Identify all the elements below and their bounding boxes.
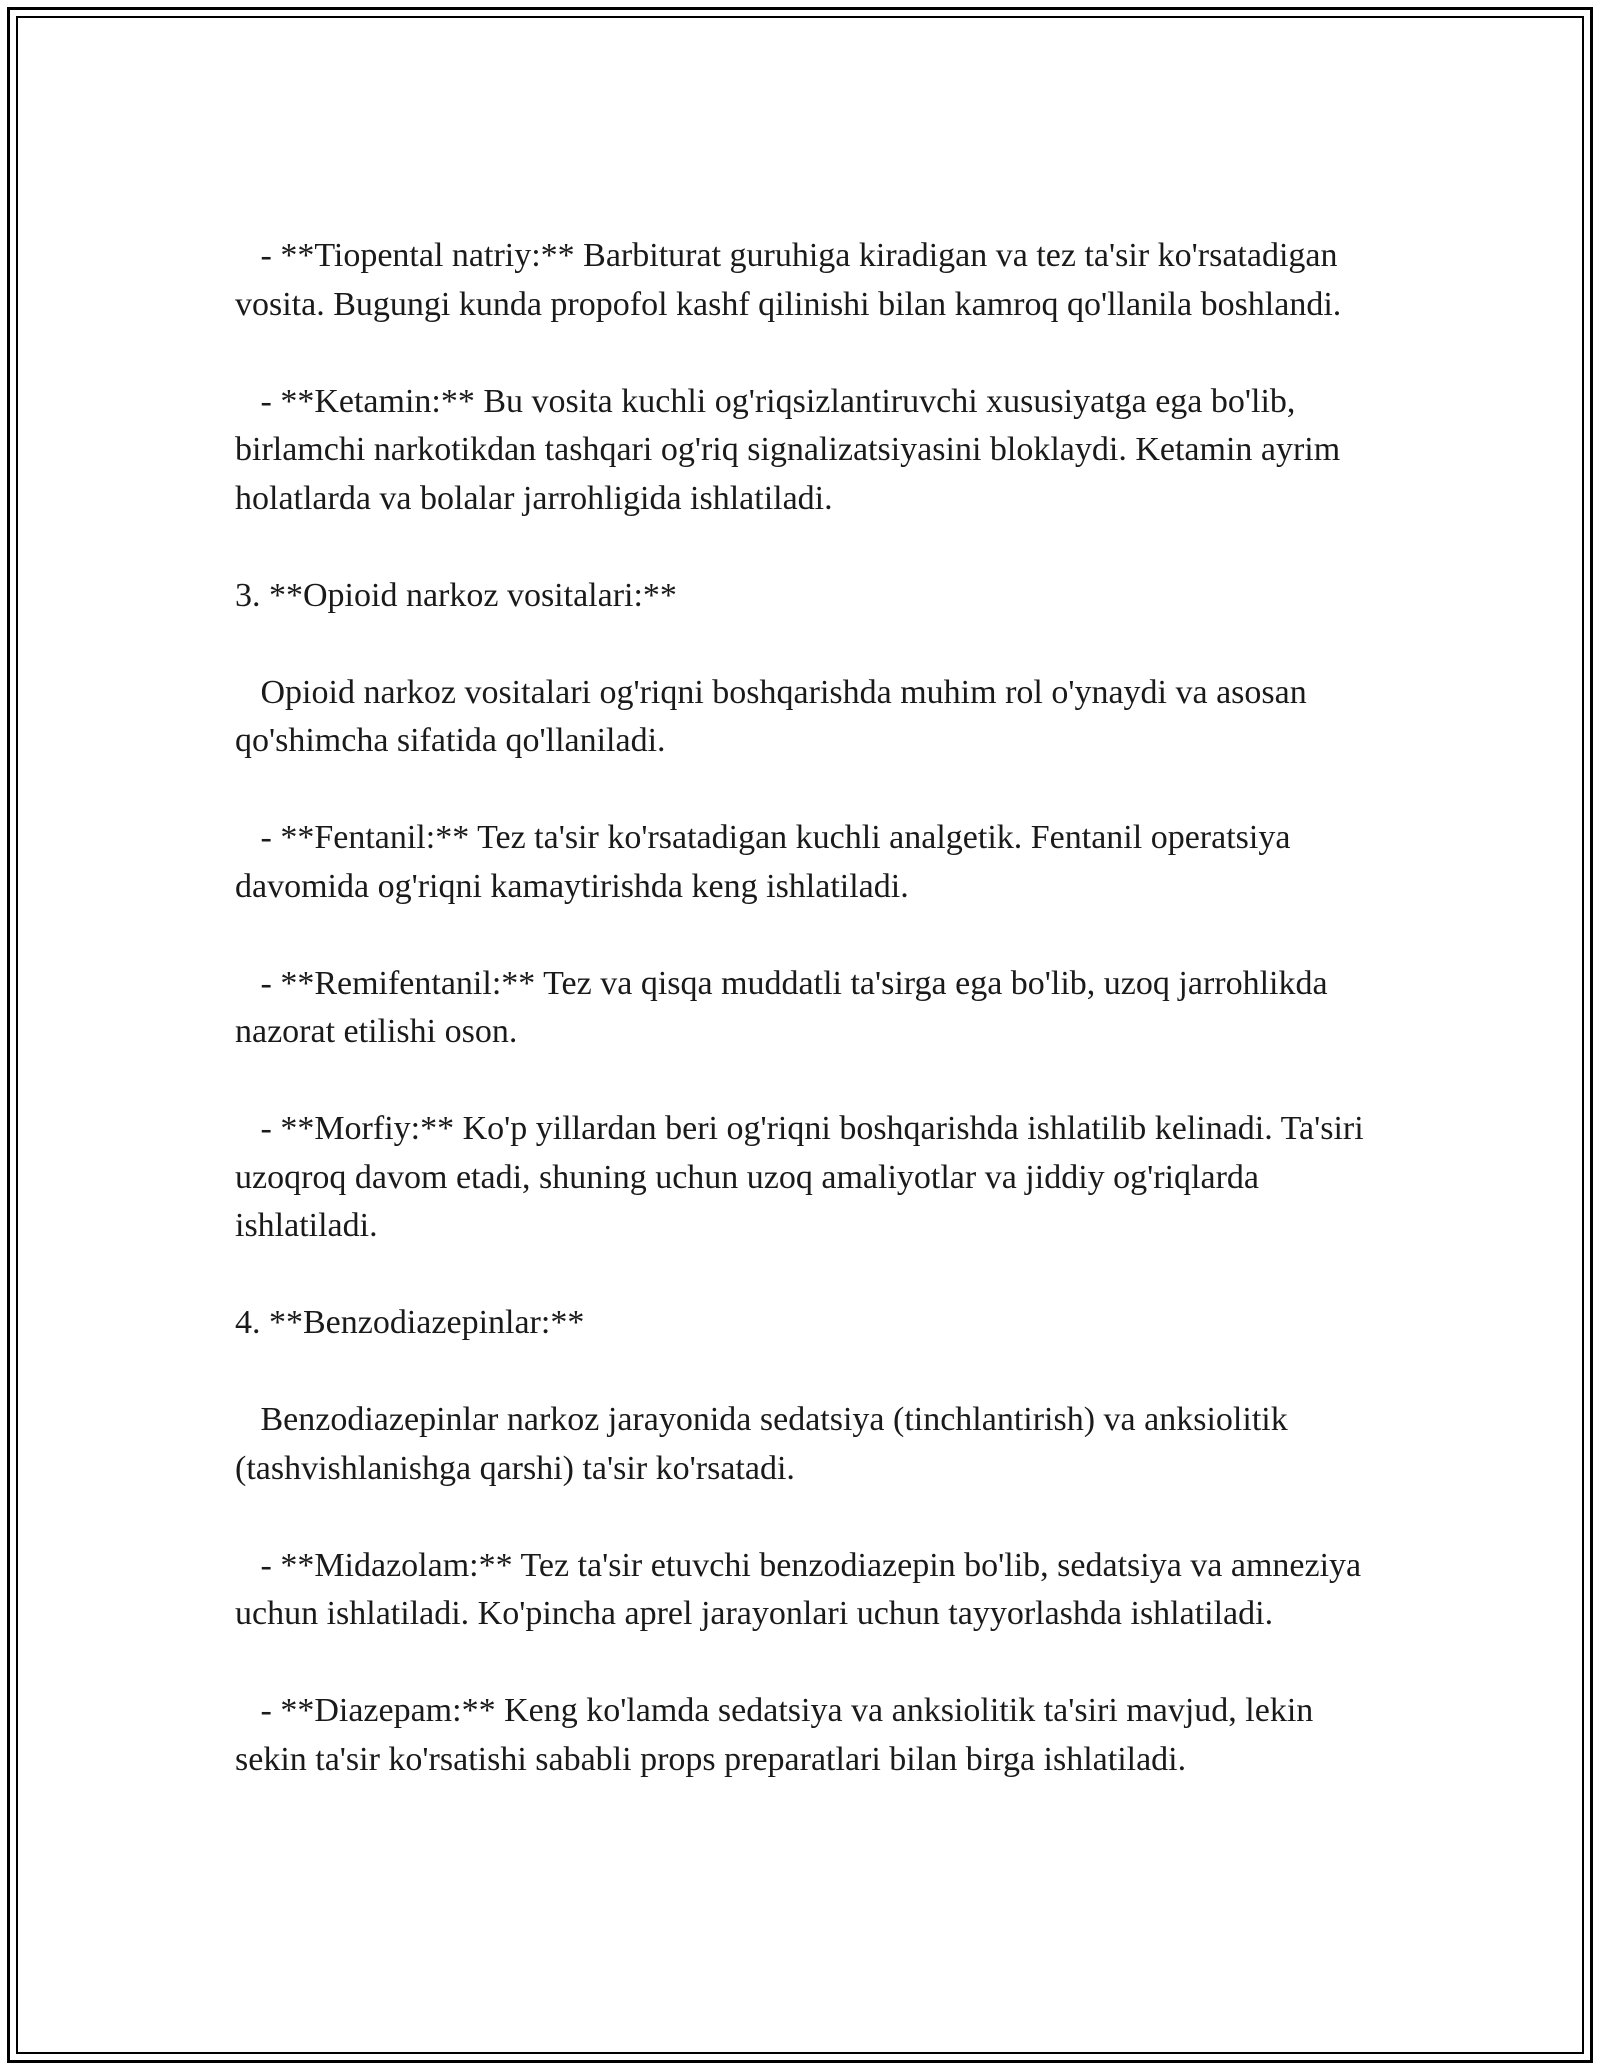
paragraph-diazepam: - **Diazepam:** Keng ko'lamda sedatsiya va anksiolitik ta'siri mavjud, lekin sekin ta'sir ko'rsatishi sababli props preparatlari bilan birga ishlatiladi. [235,1692,1322,1778]
section-heading-benzodiazepinlar: 4. **Benzodiazepinlar:** [235,1304,585,1341]
paragraph-ketamin: - **Ketamin:** Bu vosita kuchli og'riqsizlantiruvchi xususiyatga ega bo'lib, birlamchi narkotikdan tashqari og'riq signalizatsiyasini bloklaydi. Ketamin ayrim holatlarda va bolalar jarrohligida ishlatiladi. [235,382,1349,517]
paragraph-midazolam: - **Midazolam:** Tez ta'sir etuvchi benzodiazepin bo'lib, sedatsiya va amneziya uchun ishlatiladi. Ko'pincha aprel jarayonlari uchun tayyorlashda ishlatiladi. [235,1546,1370,1632]
paragraph-fentanil: - **Fentanil:** Tez ta'sir ko'rsatadigan kuchli analgetik. Fentanil operatsiya davomida og'riqni kamaytirishda keng ishlatiladi. [235,819,1299,905]
paragraph-tiopental: - **Tiopental natriy:** Barbiturat guruhiga kiradigan va tez ta'sir ko'rsatadigan vosita. Bugungi kunda propofol kashf qilinishi bilan kamroq qo'llanila boshlandi. [235,237,1346,323]
document-body [235,232,1373,1784]
paragraph-benzodiazepinlar-intro: Benzodiazepinlar narkoz jarayonida sedatsiya (tinchlantirish) va anksiolitik (tashvishlanishga qarshi) ta'sir ko'rsatadi. [235,1401,1297,1487]
section-heading-opioid: 3. **Opioid narkoz vositalari:** [235,576,677,614]
paragraph-morfiy: - **Morfiy:** Ko'p yillardan beri og'riqni boshqarishda ishlatilib kelinadi. Ta'siri uzoqroq davom etadi, shuning uchun uzoq amaliyotlar va jiddiy og'riqlarda ishlatiladi. [235,1110,1373,1244]
paragraph-remifentanil: - **Remifentanil:** Tez va qisqa muddatli ta'sirga ega bo'lib, uzoq jarrohlikda nazorat etilishi oson. [235,964,1337,1050]
paragraph-opioid-intro: Opioid narkoz vositalari og'riqni boshqarishda muhim rol o'ynaydi va asosan qo'shimcha sifatida qo'llaniladi. [235,673,1316,759]
